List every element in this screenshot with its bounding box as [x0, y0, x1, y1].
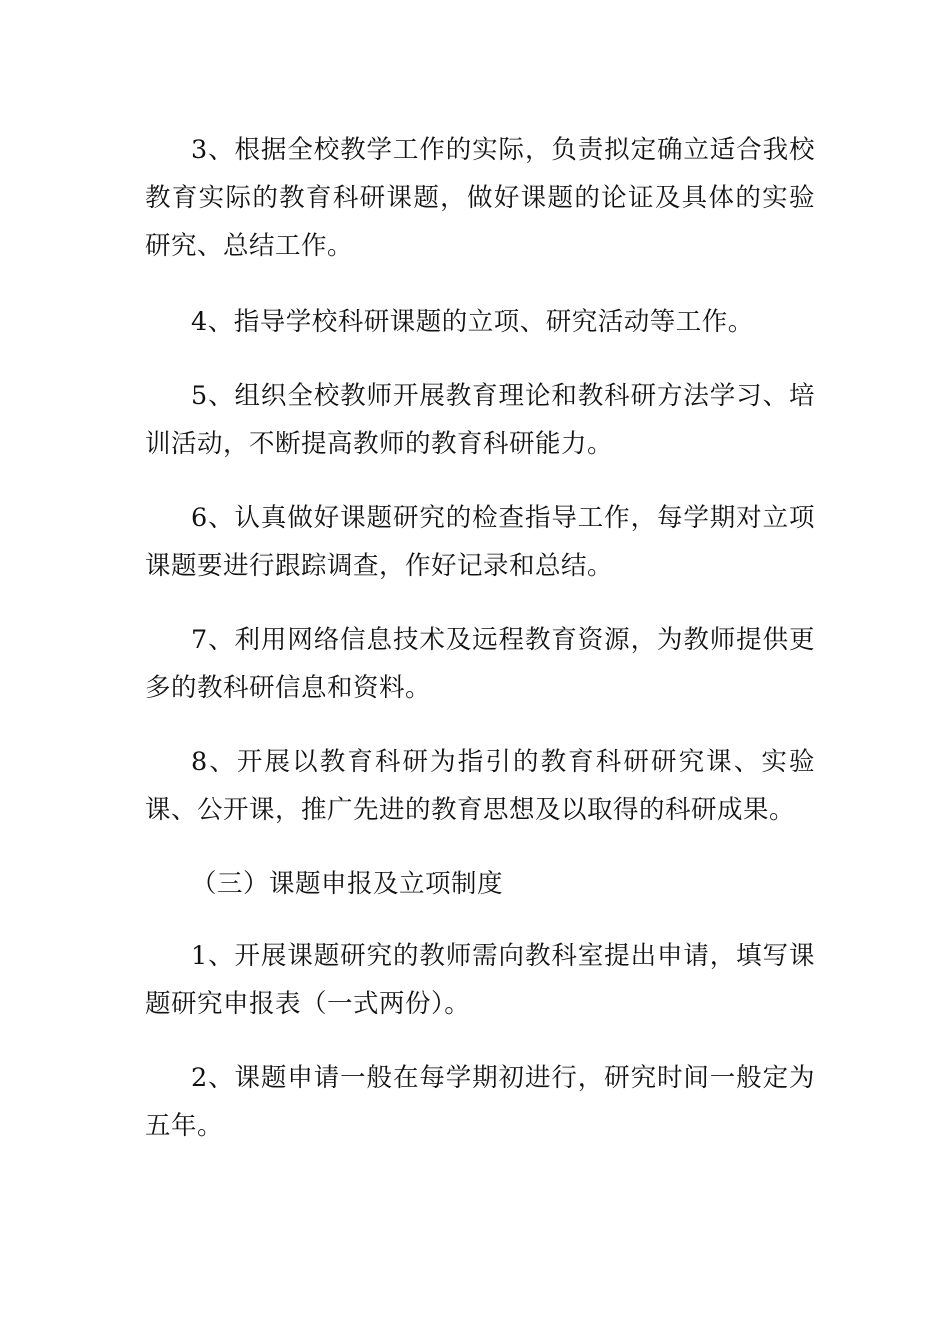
paragraph-item-5: 5、组织全校教师开展教育理论和教科研方法学习、培训活动，不断提高教师的教育科研能力。	[145, 381, 815, 459]
paragraph-item-6: 6、认真做好课题研究的检查指导工作，每学期对立项课题要进行跟踪调查，作好记录和总结。	[145, 503, 815, 581]
section-paragraph-2: 2、课题申请一般在每学期初进行，研究时间一般定为五年。	[145, 1063, 815, 1141]
section-heading: （三）课题申报及立项制度	[191, 869, 504, 899]
paragraph-item-8: 8、开展以教育科研为指引的教育科研研究课、实验课、公开课，推广先进的教育思想及以取得的科研成果。	[145, 747, 815, 825]
section-paragraph-1: 1、开展课题研究的教师需向教科室提出申请，填写课题研究申报表（一式两份）。	[145, 941, 815, 1019]
paragraph-item-4: 4、指导学校科研课题的立项、研究活动等工作。	[191, 307, 754, 337]
paragraph-item-7: 7、利用网络信息技术及远程教育资源，为教师提供更多的教科研信息和资料。	[145, 625, 815, 703]
paragraph-item-3: 3、根据全校教学工作的实际，负责拟定确立适合我校教育实际的教育科研课题，做好课题的论证及具体的实验研究、总结工作。	[145, 135, 815, 261]
